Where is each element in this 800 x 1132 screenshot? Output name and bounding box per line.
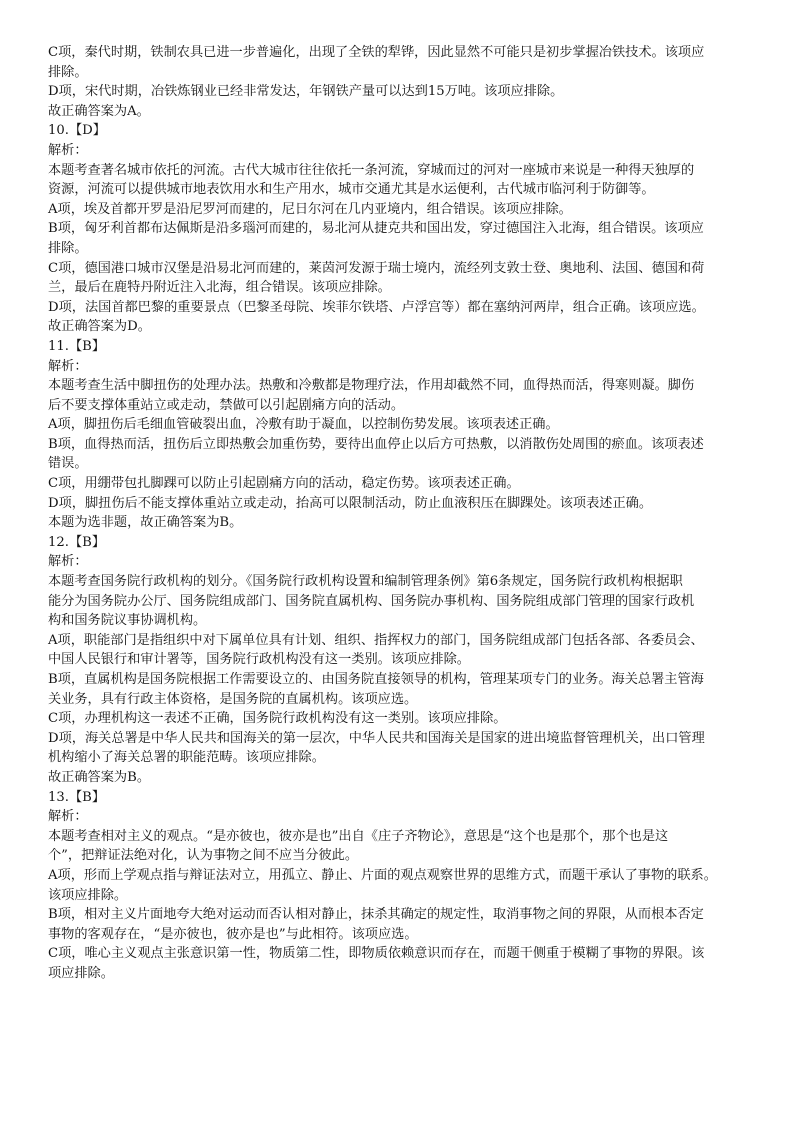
text-line: C项，用绷带包扎脚踝可以防止引起剧痛方向的活动，稳定伤势。该项表述正确。: [48, 476, 520, 492]
text-line: 本题考查国务院行政机构的划分。《国务院行政机构设置和编制管理条例》第6条规定，国务院行政机构根据职: [48, 574, 683, 590]
text-line: 排除。: [48, 64, 88, 80]
text-line: 资源，河流可以提供城市地表饮用水和生产用水，城市交通尤其是水运便利，古代城市临河利于防御等。: [48, 182, 655, 198]
text-line: 本题考查相对主义的观点。“是亦彼也，彼亦是也”出自《庄子齐物论》，意思是“这个也是那个，那个也是这: [48, 828, 669, 844]
text-line: 能分为国务院办公厅、国务院组成部门、国务院直属机构、国务院办事机构、国务院组成部门管理的国家行政机: [48, 593, 695, 609]
text-line: B项，血得热而活，扭伤后立即热敷会加重伤势，要待出血停止以后方可热敷，以消散伤处周围的瘀血。该项表述: [48, 436, 704, 452]
text-line: 本题考查生活中脚扭伤的处理办法。热敷和冷敷都是物理疗法，作用却截然不同，血得热而活，得寒则凝。脚伤: [48, 378, 695, 394]
text-line: D项，法国首都巴黎的重要景点（巴黎圣母院、埃菲尔铁塔、卢浮宫等）都在塞纳河两岸，组合正确。该项应选。: [48, 299, 705, 315]
text-line: 排除。: [48, 240, 88, 256]
text-line: 解析：: [48, 358, 88, 374]
text-line: A项，形而上学观点指与辩证法对立，用孤立、静止、片面的观点观察世界的思维方式，而题干承认了事物的联系。: [48, 867, 717, 883]
text-line: 12.【B】: [48, 534, 106, 550]
text-line: C项，德国港口城市汉堡是沿易北河而建的，莱茵河发源于瑞士境内，流经列支敦士登、奥地利、法国、德国和荷: [48, 260, 705, 276]
text-line: 解析：: [48, 554, 88, 570]
text-line: 13.【B】: [48, 789, 106, 805]
text-line: 构和国务院议事协调机构。: [48, 613, 207, 629]
text-line: 项应排除。: [48, 965, 114, 981]
text-line: B项，匈牙利首都布达佩斯是沿多瑙河而建的，易北河从捷克共和国出发，穿过德国注入北海，组合错误。该项应: [48, 221, 704, 237]
text-line: 机构缩小了海关总署的职能范畴。该项应排除。: [48, 750, 325, 766]
text-line: 故正确答案为B。: [48, 769, 151, 785]
text-line: B项，直属机构是国务院根据工作需要设立的、由国务院直接领导的机构，管理某项专门的业务。海关总署主管海: [48, 672, 704, 687]
text-line: C项，唯心主义观点主张意识第一性，物质第二性，即物质依赖意识而存在，而题干侧重于模糊了事物的界限。该: [48, 946, 705, 962]
text-line: 10.【D】: [48, 123, 106, 139]
text-line: A项，职能部门是指组织中对下属单位具有计划、组织、指挥权力的部门，国务院组成部门包括各部、各委员会、: [48, 632, 704, 648]
text-line: A项，埃及首都开罗是沿尼罗河而建的，尼日尔河在几内亚境内，组合错误。该项应排除。: [48, 201, 572, 217]
text-line: B项，相对主义片面地夸大绝对运动而否认相对静止，抹杀其确定的规定性，取消事物之间的界限，从而根本否定: [48, 907, 704, 923]
text-line: A项，脚扭伤后毛细血管破裂出血，冷敷有助于凝血，以控制伤势发展。该项表述正确。: [48, 417, 559, 433]
text-line: 本题考查著名城市依托的河流。古代大城市往往依托一条河流，穿城而过的河对一座城市来说是一种得天独厚的: [48, 162, 695, 178]
text-line: 故正确答案为D。: [48, 319, 151, 335]
text-line: 解析：: [48, 142, 88, 158]
text-line: 中国人民银行和审计署等，国务院行政机构没有这一类别。该项应排除。: [48, 652, 470, 668]
text-line: 兰，最后在鹿特丹附近注入北海，组合错误。该项应排除。: [48, 280, 391, 296]
text-line: 事物的客观存在，“是亦彼也，彼亦是也”与此相符。该项应选。: [48, 926, 418, 942]
text-line: D项，宋代时期，冶铁炼钢业已经非常发达，年钢铁产量可以达到15万吨。该项应排除。: [48, 84, 564, 100]
text-line: 个”，把辩证法绝对化，认为事物之间不应当分彼此。: [48, 848, 359, 864]
text-line: C项，秦代时期，铁制农具已进一步普遍化，出现了全铁的犁铧，因此显然不可能只是初步掌握冶铁技术。该项应: [48, 45, 705, 60]
text-line: D项，脚扭伤后不能支撑体重站立或走动，抬高可以限制活动，防止血液积压在脚踝处。该项表述正确。: [48, 495, 653, 511]
text-line: C项，办理机构这一表述不正确，国务院行政机构没有这一类别。该项应排除。: [48, 711, 507, 727]
text-line: 本题为选非题，故正确答案为B。: [48, 515, 243, 531]
text-line: 解析：: [48, 809, 88, 825]
text-line: 11.【B】: [48, 338, 106, 354]
text-line: 后不要支撑体重站立或走动，禁做可以引起剧痛方向的活动。: [48, 397, 405, 413]
text-line: 该项应排除。: [48, 887, 128, 903]
text-line: 错误。: [48, 456, 88, 472]
text-line: D项，海关总署是中华人民共和国海关的第一层次，中华人民共和国海关是国家的进出境监督管理机关，出口管理: [48, 730, 705, 746]
text-line: 关业务，具有行政主体资格，是国务院的直属机构。该项应选。: [48, 691, 418, 707]
text-line: 故正确答案为A。: [48, 103, 150, 119]
document-body: [48, 43, 763, 984]
